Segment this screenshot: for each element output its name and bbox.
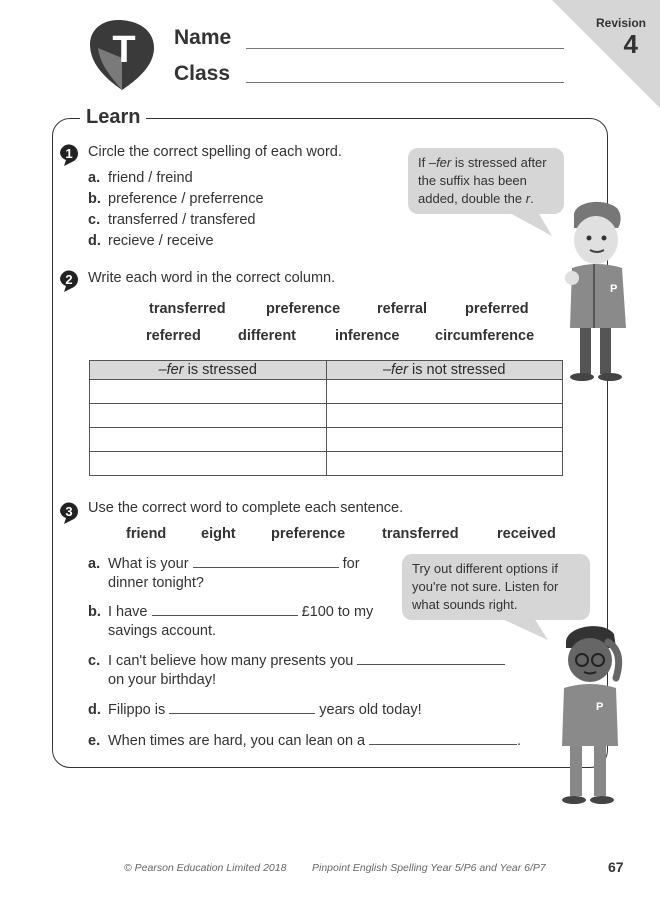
sentence-d: d. Filippo is years old today! (88, 702, 422, 718)
logo-icon (88, 18, 156, 92)
tip-bubble-1: If –fer is stressed after the suffix has been added, double the r. (408, 148, 564, 214)
q2-word: preferred (465, 301, 529, 317)
name-field[interactable] (246, 48, 564, 49)
q1-option-c[interactable]: c. transferred / transfered (88, 212, 256, 228)
sentence-b: b. I have £100 to my (88, 604, 374, 620)
logo-letter: T (112, 29, 136, 71)
table-row (90, 428, 563, 452)
question-2-number: 2 (65, 272, 73, 287)
table-cell[interactable] (90, 404, 327, 428)
q2-word: preference (266, 301, 341, 317)
table-cell[interactable] (326, 452, 563, 476)
question-1-number: 1 (65, 146, 73, 161)
column-table (89, 360, 563, 476)
table-row (90, 452, 563, 476)
question-3-number: 3 (65, 504, 73, 519)
table-cell[interactable] (90, 380, 327, 404)
boy-character-icon (560, 200, 632, 382)
blank-d[interactable] (169, 713, 315, 714)
sentence-a-line2: dinner tonight? (108, 575, 204, 591)
q2-word: referred (146, 328, 201, 344)
question-1-marker-icon (58, 142, 80, 166)
table-row (90, 380, 563, 404)
footer-book-title: Pinpoint English Spelling Year 5/P6 and Year 6/P7 (312, 862, 546, 874)
blank-c[interactable] (357, 664, 505, 665)
q3-word: received (497, 526, 556, 542)
question-3-marker-icon (58, 500, 80, 524)
revision-label: Revision (595, 16, 646, 30)
column-header-stressed: –fer is stressed (90, 361, 327, 380)
q3-word: transferred (382, 526, 459, 542)
question-1-prompt: Circle the correct spelling of each word. (88, 144, 342, 160)
boy-with-glasses-icon (556, 622, 628, 806)
q3-word: eight (201, 526, 236, 542)
q2-word: transferred (149, 301, 226, 317)
name-label: Name (174, 26, 232, 49)
class-field[interactable] (246, 82, 564, 83)
sentence-c-line2: on your birthday! (108, 672, 217, 688)
q1-option-d[interactable]: d. recieve / receive (88, 233, 214, 249)
q2-word: inference (335, 328, 400, 344)
section-title: Learn (80, 106, 146, 129)
column-header-not-stressed: –fer is not stressed (326, 361, 563, 380)
blank-b[interactable] (152, 615, 298, 616)
table-row (90, 404, 563, 428)
q3-word: preference (271, 526, 346, 542)
table-cell[interactable] (326, 404, 563, 428)
q2-word: different (238, 328, 296, 344)
page-number: 67 (608, 859, 624, 875)
question-2-prompt: Write each word in the correct column. (88, 270, 336, 286)
question-3-prompt: Use the correct word to complete each sentence. (88, 500, 404, 516)
footer-copyright: © Pearson Education Limited 2018 (124, 862, 287, 874)
revision-number: 4 (623, 29, 638, 59)
q1-option-b[interactable]: b. preference / preferrence (88, 191, 264, 207)
table-cell[interactable] (90, 428, 327, 452)
table-cell[interactable] (326, 428, 563, 452)
class-label: Class (174, 62, 231, 85)
blank-e[interactable] (369, 744, 517, 745)
sentence-b-line2: savings account. (108, 623, 217, 639)
q2-word: circumference (435, 328, 535, 344)
bubble-1-tail-icon (508, 212, 552, 238)
q2-word: referral (377, 301, 427, 317)
question-2-marker-icon (58, 268, 80, 292)
table-cell[interactable] (90, 452, 327, 476)
blank-a[interactable] (193, 567, 339, 568)
sentence-e: e. When times are hard, you can lean on a . (88, 733, 522, 749)
svg-text:P: P (610, 283, 618, 295)
sentence-c: c. I can't believe how many presents you (88, 653, 505, 669)
table-cell[interactable] (326, 380, 563, 404)
tip-bubble-2: Try out different options if you're not sure. Listen for what sounds right. (402, 554, 590, 620)
svg-text:P: P (596, 701, 604, 713)
sentence-a: a. What is your for (88, 556, 360, 572)
bubble-2-tail-icon (500, 618, 550, 642)
q3-word: friend (126, 526, 167, 542)
q1-option-a[interactable]: a. friend / freind (88, 170, 193, 186)
